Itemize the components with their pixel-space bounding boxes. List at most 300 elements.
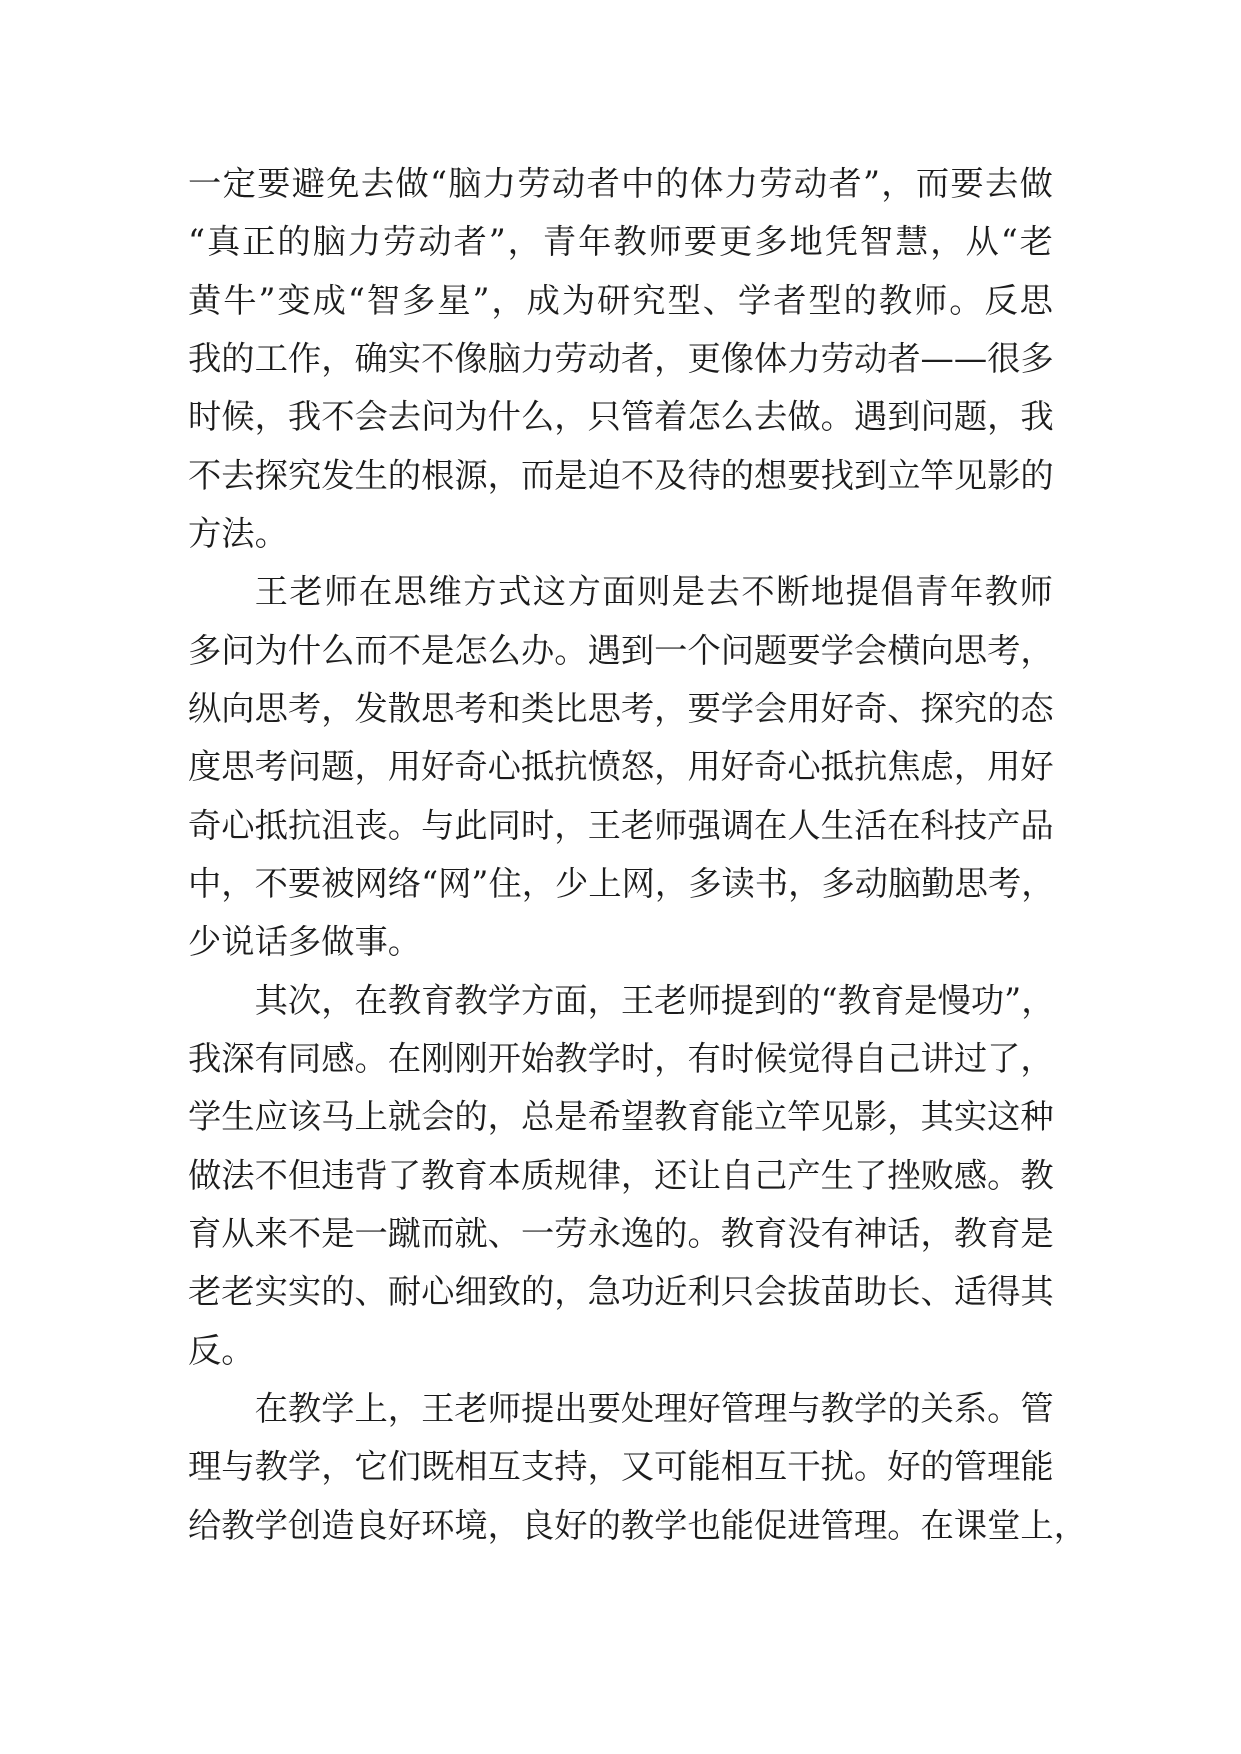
text-glyph: 就 [387, 1097, 422, 1137]
text-glyph: 到 [887, 397, 921, 437]
text-glyph: 星 [437, 280, 471, 320]
text-glyph: 确 [354, 338, 388, 378]
text-glyph: 多 [821, 863, 855, 903]
text-glyph: 王 [254, 572, 288, 612]
text-glyph: 一 [354, 1213, 388, 1253]
text-glyph: 感 [321, 1038, 355, 1078]
text-glyph: 见 [953, 455, 988, 495]
text-glyph: 多 [754, 222, 788, 262]
text-glyph: 管 [1020, 1388, 1054, 1428]
text-glyph: 教 [254, 1447, 288, 1487]
text-glyph: 题 [321, 747, 355, 787]
text-glyph: 理 [853, 1505, 888, 1545]
text-glyph: 挫 [887, 1155, 921, 1195]
text-glyph: 理 [654, 1388, 688, 1428]
text-glyph: 丧 [354, 805, 388, 845]
text-glyph: 王 [620, 980, 655, 1020]
text-glyph: ， [881, 164, 915, 203]
text-glyph: 生 [820, 805, 854, 845]
text-glyph: 奇 [754, 747, 788, 787]
text-glyph: 见 [820, 1097, 854, 1137]
text-glyph: ” [862, 164, 881, 203]
text-glyph: 、 [920, 1272, 954, 1312]
text-glyph: 用 [787, 688, 821, 728]
text-glyph: 工 [254, 338, 288, 378]
text-glyph: 么 [487, 630, 521, 670]
text-glyph: 其 [254, 980, 288, 1020]
text-glyph: 遇 [587, 630, 621, 670]
text-glyph: 理 [987, 1447, 1021, 1487]
text-glyph: 环 [421, 1505, 455, 1545]
text-glyph: ， [788, 863, 822, 903]
text-glyph: 去 [221, 455, 255, 495]
text-glyph: 更 [687, 338, 721, 378]
text-glyph: 其 [920, 1097, 954, 1137]
text-glyph: 会 [853, 630, 888, 670]
text-glyph: 关 [920, 1388, 954, 1428]
text-glyph: 竿 [920, 455, 954, 495]
text-glyph: 造 [321, 1505, 355, 1545]
text-glyph: 与 [787, 1388, 821, 1428]
text-glyph: 过 [953, 1038, 988, 1078]
text-glyph: 要 [587, 1388, 621, 1428]
text-glyph: 而 [915, 164, 950, 203]
text-glyph: 提 [720, 980, 755, 1020]
text-glyph: 候 [221, 397, 255, 437]
text-glyph: 型 [808, 280, 842, 320]
text-glyph: 到 [853, 455, 888, 495]
text-glyph: 人 [787, 805, 821, 845]
paragraph-3 [188, 972, 1053, 1380]
text-glyph: 扰 [820, 1447, 854, 1487]
text-glyph: 么 [520, 397, 555, 437]
text-glyph: 只 [720, 1272, 755, 1312]
text-glyph: 功 [620, 1272, 655, 1312]
text-glyph: 育 [870, 980, 905, 1020]
text-glyph: 读 [721, 863, 755, 903]
text-glyph: 多 [1020, 338, 1054, 378]
text-glyph: 动 [853, 338, 888, 378]
text-glyph: 方 [520, 980, 555, 1020]
text-glyph: 自 [853, 1038, 888, 1078]
text-glyph: 好 [554, 1505, 588, 1545]
text-glyph: 一 [654, 630, 688, 670]
text-glyph: ， [1021, 863, 1055, 903]
text-glyph: 动 [551, 164, 586, 203]
text-glyph: —— [920, 338, 988, 378]
text-glyph: 学 [321, 1388, 355, 1428]
text-glyph: 老 [654, 980, 688, 1020]
text-line [188, 447, 1053, 505]
text-glyph: 促 [754, 1505, 788, 1545]
text-glyph: 好 [687, 1388, 721, 1428]
text-glyph: 式 [497, 572, 532, 612]
text-glyph: 干 [787, 1447, 821, 1487]
text-glyph: 有 [254, 1038, 288, 1078]
text-glyph: 怎 [454, 630, 488, 670]
text-line [188, 622, 1053, 680]
text-glyph: 我 [188, 1038, 222, 1078]
text-glyph: 既 [421, 1447, 455, 1487]
text-glyph: 的 [520, 1272, 555, 1312]
text-glyph: 和 [487, 688, 521, 728]
text-glyph: 会 [754, 688, 788, 728]
text-glyph: 会 [421, 1097, 455, 1137]
text-glyph: 不 [254, 863, 288, 903]
text-line-first [255, 1380, 1053, 1438]
text-line [188, 155, 1053, 213]
text-glyph: 作 [287, 338, 322, 378]
text-glyph: 老 [289, 572, 323, 612]
text-glyph: 管 [720, 1388, 755, 1428]
text-glyph: 刚 [454, 1038, 488, 1078]
text-glyph: ， [1021, 980, 1055, 1020]
text-glyph: 网 [438, 863, 472, 903]
text-glyph: 拔 [787, 1272, 821, 1312]
text-glyph: 来 [254, 1213, 288, 1253]
text-glyph: 竿 [787, 1097, 821, 1137]
text-glyph: 的 [987, 688, 1021, 728]
text-glyph: 功 [970, 980, 1005, 1020]
text-glyph: 教 [1020, 1155, 1054, 1195]
text-glyph: 年 [578, 222, 612, 262]
text-glyph: 为 [254, 630, 288, 670]
text-glyph: 深 [221, 1038, 255, 1078]
text-glyph: 类 [520, 688, 555, 728]
text-glyph: 育 [687, 1097, 721, 1137]
text-glyph: 适 [953, 1272, 988, 1312]
text-glyph: 要 [683, 222, 718, 262]
text-glyph: 调 [720, 805, 755, 845]
text-glyph: 好 [887, 1447, 921, 1487]
text-glyph: 学 [853, 1388, 888, 1428]
text-glyph: 教 [620, 1505, 655, 1545]
text-glyph: 。 [987, 1388, 1021, 1428]
text-glyph: 出 [554, 1388, 588, 1428]
text-glyph: 横 [887, 630, 921, 670]
text-glyph: 力 [520, 338, 555, 378]
text-line [188, 680, 1053, 738]
text-glyph: 者 [828, 164, 862, 203]
text-glyph: 的 [387, 455, 422, 495]
text-glyph: 纵 [188, 688, 222, 728]
text-glyph: “ [820, 980, 838, 1020]
text-glyph: 学 [654, 1505, 688, 1545]
text-glyph: 师 [914, 280, 948, 320]
document-body [188, 155, 1088, 1555]
text-glyph: “ [188, 222, 206, 262]
text-glyph: 生 [820, 1155, 854, 1195]
text-glyph: 与 [421, 805, 455, 845]
text-glyph: 度 [188, 747, 222, 787]
text-glyph: 利 [687, 1272, 721, 1312]
text-glyph: 而 [354, 630, 388, 670]
text-glyph: 开 [487, 1038, 521, 1078]
text-glyph: 理 [188, 1447, 222, 1487]
text-glyph: 学 [287, 1447, 322, 1487]
text-glyph: 从 [965, 222, 999, 262]
text-glyph: 、 [487, 1213, 521, 1253]
text-glyph: 违 [321, 1155, 355, 1195]
text-glyph: 凭 [824, 222, 858, 262]
text-glyph: 力 [482, 164, 517, 203]
text-glyph: 在 [254, 1388, 288, 1428]
text-glyph: 希 [587, 1097, 621, 1137]
text-glyph: 该 [287, 1097, 322, 1137]
text-glyph: 方 [463, 572, 497, 612]
text-glyph: 什 [287, 630, 322, 670]
text-glyph: 时 [520, 805, 555, 845]
text-glyph: 年 [949, 572, 984, 612]
text-glyph: 能 [687, 1447, 721, 1487]
text-line [188, 1497, 1088, 1555]
text-glyph: ， [1053, 1505, 1088, 1545]
text-glyph: 更 [718, 222, 753, 262]
paragraph-1 [188, 155, 1053, 563]
text-glyph: 会 [754, 1272, 788, 1312]
text-glyph: 我 [188, 338, 222, 378]
text-glyph: 比 [554, 688, 588, 728]
text-glyph: “ [421, 863, 439, 903]
text-glyph: 态 [1020, 688, 1054, 728]
text-glyph: 学 [820, 630, 854, 670]
text-glyph: 去 [360, 164, 395, 203]
text-glyph: 要 [787, 630, 821, 670]
text-glyph: 有 [687, 1038, 721, 1078]
text-glyph: 规 [554, 1155, 588, 1195]
text-glyph: 教 [421, 1155, 455, 1195]
text-glyph: 个 [687, 630, 721, 670]
text-glyph: 了 [853, 1155, 888, 1195]
text-glyph: 中 [188, 863, 222, 903]
text-glyph: 老 [221, 1272, 255, 1312]
text-glyph: 的 [720, 455, 755, 495]
text-line [188, 388, 1053, 446]
text-glyph: 中 [621, 164, 655, 203]
text-glyph: 上 [1020, 1505, 1054, 1545]
text-glyph: 的 [843, 280, 877, 320]
text-glyph: 真 [206, 222, 241, 262]
text-glyph: 考 [987, 630, 1021, 670]
text-glyph: 堂 [987, 1505, 1021, 1545]
text-glyph: ， [554, 397, 588, 437]
text-glyph: 断 [776, 572, 810, 612]
text-glyph: 教 [554, 1038, 588, 1078]
text-glyph: 的 [277, 222, 311, 262]
text-glyph: 技 [953, 805, 988, 845]
text-glyph: 育 [754, 1213, 788, 1253]
text-glyph: 。 [387, 805, 422, 845]
text-glyph: 要 [687, 688, 721, 728]
text-glyph: 管 [953, 1447, 988, 1487]
text-glyph: 教 [953, 1213, 988, 1253]
text-glyph: 老 [620, 805, 655, 845]
text-glyph: ， [953, 747, 988, 787]
text-glyph: 力 [787, 338, 821, 378]
text-glyph: 用 [987, 747, 1021, 787]
text-glyph: 逸 [620, 1213, 655, 1253]
text-glyph: 学 [188, 1097, 222, 1137]
text-glyph: 时 [720, 1038, 755, 1078]
text-glyph: “ [347, 280, 365, 320]
text-glyph: 问 [720, 630, 755, 670]
text-glyph: 发 [321, 455, 355, 495]
text-glyph: ， [930, 222, 964, 262]
text-glyph: 话 [887, 1213, 921, 1253]
text-glyph: ， [321, 338, 355, 378]
text-glyph: 抵 [520, 747, 555, 787]
text-glyph: 源 [454, 455, 488, 495]
text-glyph: 师 [654, 805, 688, 845]
text-glyph: 是 [671, 572, 706, 612]
text-glyph: 究 [632, 280, 666, 320]
text-glyph: 问 [221, 630, 255, 670]
text-glyph: 同 [287, 1038, 322, 1078]
text-glyph: 产 [987, 805, 1021, 845]
text-glyph: 奇 [188, 805, 222, 845]
text-glyph: 教 [454, 980, 488, 1020]
text-glyph: 师 [687, 980, 721, 1020]
text-line-first [255, 563, 1053, 621]
text-glyph: 系 [953, 1388, 988, 1428]
text-glyph: 影 [853, 1097, 888, 1137]
text-glyph: 良 [354, 1505, 388, 1545]
text-glyph: 思 [221, 747, 255, 787]
text-glyph: 去 [754, 397, 788, 437]
text-glyph: 不 [321, 397, 355, 437]
text-glyph: 抗 [853, 747, 888, 787]
text-glyph: 心 [787, 747, 821, 787]
text-glyph: 则 [637, 572, 671, 612]
text-glyph: 不 [287, 1213, 322, 1253]
text-glyph: 心 [221, 805, 255, 845]
text-glyph: 在 [920, 1505, 954, 1545]
text-glyph: 课 [953, 1505, 988, 1545]
text-glyph: 。 [853, 1447, 888, 1487]
text-glyph: 网 [354, 863, 388, 903]
text-glyph: 理 [754, 1388, 788, 1428]
text-glyph: 本 [487, 1155, 521, 1195]
text-line [188, 797, 1053, 855]
text-line [188, 272, 1053, 330]
text-glyph: 什 [487, 397, 521, 437]
text-glyph: 育 [454, 1155, 488, 1195]
text-glyph: 要 [287, 863, 322, 903]
text-glyph: 了 [387, 1155, 422, 1195]
text-glyph: 刚 [421, 1038, 455, 1078]
text-glyph: 考 [987, 863, 1022, 903]
text-glyph: 教 [387, 980, 422, 1020]
text-glyph: 持 [554, 1447, 588, 1487]
text-glyph: 败 [920, 1155, 954, 1195]
text-glyph: 动 [854, 863, 888, 903]
text-glyph: 脑 [448, 164, 482, 203]
text-glyph: 好 [820, 688, 854, 728]
text-glyph: 是 [904, 980, 938, 1020]
text-glyph: ， [554, 805, 588, 845]
text-glyph: 向 [920, 630, 954, 670]
text-glyph: 问 [287, 747, 322, 787]
text-glyph: 定 [222, 164, 256, 203]
text-glyph: 着 [654, 397, 688, 437]
text-glyph: 思 [954, 863, 988, 903]
text-glyph: 反 [984, 280, 1018, 320]
text-glyph: 学 [720, 688, 755, 728]
text-glyph: 实 [254, 1272, 288, 1312]
text-glyph: 虑 [920, 747, 954, 787]
text-glyph: 同 [487, 805, 521, 845]
text-glyph: 师 [648, 222, 682, 262]
text-glyph: 慢 [937, 980, 971, 1020]
text-glyph: 也 [687, 1505, 721, 1545]
text-glyph: 给 [188, 1505, 222, 1545]
text-glyph: 上 [354, 1097, 388, 1137]
text-glyph: 质 [520, 1155, 555, 1195]
text-glyph: 教 [837, 980, 871, 1020]
text-glyph: 得 [987, 1272, 1021, 1312]
text-glyph: 细 [454, 1272, 488, 1312]
text-glyph: 得 [820, 1038, 854, 1078]
text-glyph: 力 [724, 164, 759, 203]
text-glyph: 创 [287, 1505, 322, 1545]
text-glyph: 劳 [759, 164, 793, 203]
text-glyph: 学 [487, 980, 521, 1020]
text-glyph: ， [587, 1447, 621, 1487]
text-glyph: 者 [453, 222, 487, 262]
text-glyph: ” [488, 222, 506, 262]
text-glyph: 倡 [880, 572, 914, 612]
text-glyph: 支 [520, 1447, 555, 1487]
text-glyph: 长 [887, 1272, 921, 1312]
text-glyph: 去 [387, 397, 422, 437]
text-glyph: 王 [587, 805, 621, 845]
text-glyph: 面 [602, 572, 636, 612]
text-glyph: 思 [421, 688, 455, 728]
text-glyph: 在 [354, 980, 388, 1020]
text-glyph: 这 [532, 572, 567, 612]
text-glyph: 免 [326, 164, 360, 203]
text-glyph: 助 [853, 1272, 888, 1312]
text-glyph: 脑 [487, 338, 521, 378]
text-glyph: ， [887, 1097, 921, 1137]
text-glyph: 师 [487, 1388, 521, 1428]
text-glyph: 多 [688, 863, 722, 903]
text-glyph: 又 [620, 1447, 655, 1487]
text-glyph: ， [321, 1447, 355, 1487]
text-glyph: 到 [620, 630, 655, 670]
text-glyph: 互 [487, 1447, 521, 1487]
text-glyph: ， [1020, 630, 1054, 670]
text-glyph: 了 [987, 1038, 1021, 1078]
text-glyph: 教 [613, 222, 647, 262]
text-glyph: 科 [920, 805, 954, 845]
text-glyph: 多 [188, 630, 222, 670]
text-line [188, 1088, 1053, 1146]
text-line [188, 1438, 1053, 1496]
text-glyph: 法 [221, 1155, 255, 1195]
text-glyph: ， [221, 863, 255, 903]
text-glyph: 动 [418, 222, 452, 262]
text-glyph: 讲 [920, 1038, 954, 1078]
text-glyph: 候 [754, 1038, 788, 1078]
text-glyph: 好 [720, 747, 755, 787]
text-glyph: 黄 [188, 280, 222, 320]
text-glyph: 影 [987, 455, 1021, 495]
text-glyph: 思 [1019, 280, 1053, 320]
text-glyph: 成 [312, 280, 346, 320]
text-glyph: 者 [773, 280, 807, 320]
text-glyph: ， [321, 688, 355, 728]
